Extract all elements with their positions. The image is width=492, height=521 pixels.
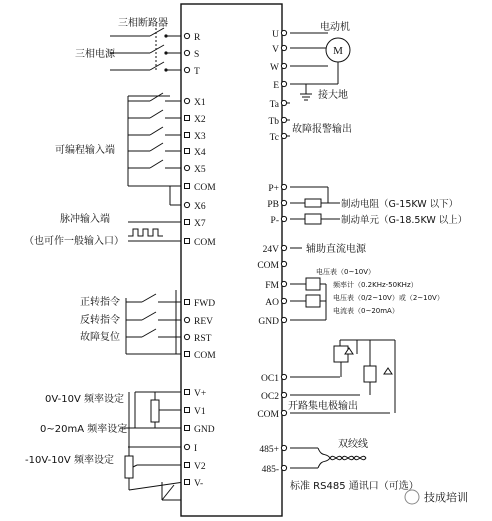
input-switch xyxy=(150,110,163,118)
terminal-label-pp: P+ xyxy=(268,184,279,194)
terminal-v2 xyxy=(185,463,190,468)
earth-label: 接大地 xyxy=(318,90,348,101)
terminal-x1 xyxy=(184,98,189,103)
terminal-label-tb: Tb xyxy=(268,117,279,127)
breaker-contact xyxy=(150,62,164,70)
input-switch xyxy=(150,93,163,101)
terminal-r485m xyxy=(281,465,286,470)
terminal-u xyxy=(281,30,286,35)
terminal-com2 xyxy=(185,239,190,244)
frequency-meter xyxy=(306,278,320,290)
cmd-switch xyxy=(142,312,156,320)
terminal-x7 xyxy=(185,220,190,225)
brake-unit xyxy=(305,214,321,224)
watermark-icon xyxy=(405,490,419,504)
terminal-label-fm: FM xyxy=(265,281,279,291)
breaker-contact xyxy=(150,45,164,53)
input-switch xyxy=(150,127,163,135)
terminal-e xyxy=(281,81,286,86)
terminal-label-x7: X7 xyxy=(194,219,206,229)
twisted-pair xyxy=(318,456,366,468)
potentiometer-1 xyxy=(151,400,159,422)
terminal-label-r485m: 485- xyxy=(261,465,279,475)
terminal-x2 xyxy=(185,116,190,121)
terminal-ao xyxy=(281,298,286,303)
terminal-label-fwd: FWD xyxy=(194,299,216,309)
terminal-fwd xyxy=(185,300,190,305)
meter-f-label: 频率计（0.2KHz-50KHz） xyxy=(333,281,418,289)
terminal-label-rev: REV xyxy=(194,317,213,327)
cmd-switch xyxy=(142,294,156,302)
terminal-x5 xyxy=(184,165,189,170)
wire xyxy=(162,485,174,500)
terminal-label-r485p: 485+ xyxy=(259,445,279,455)
brake-resistor-label: 制动电阻（G-15KW 以下） xyxy=(341,199,459,210)
watermark-label: 技成培训 xyxy=(424,491,468,504)
terminal-label-vp: V+ xyxy=(194,389,207,399)
terminal-com1 xyxy=(185,184,190,189)
terminal-vm xyxy=(185,480,190,485)
terminal-v24 xyxy=(281,245,286,250)
terminal-comr xyxy=(281,261,286,266)
terminal-label-pm: P- xyxy=(270,216,279,226)
terminal-vp xyxy=(185,390,190,395)
inverter-body xyxy=(181,4,282,516)
input-switch xyxy=(150,160,163,168)
terminal-label-r: R xyxy=(194,33,201,43)
potentiometer-2 xyxy=(125,456,133,478)
pulse-input-note: （也可作一般输入口） xyxy=(24,236,124,247)
terminal-w xyxy=(281,63,286,68)
terminal-label-oc2: OC2 xyxy=(261,392,279,402)
terminal-label-rst: RST xyxy=(194,334,212,344)
terminal-x4 xyxy=(185,149,190,154)
input-switch xyxy=(150,143,163,151)
brake-resistor xyxy=(305,199,321,207)
motor-letter: M xyxy=(333,45,343,57)
terminal-ta xyxy=(281,100,286,105)
rst-cmd-label: 故障复位 xyxy=(80,332,120,343)
terminal-gnd xyxy=(185,426,190,431)
terminal-label-com3: COM xyxy=(194,351,216,361)
terminal-label-comr: COM xyxy=(257,261,279,271)
terminal-comoc xyxy=(281,410,286,415)
terminal-label-ta: Ta xyxy=(269,100,279,110)
terminal-label-v1: V1 xyxy=(194,407,206,417)
breaker-pivot xyxy=(164,68,167,71)
terminal-label-s: S xyxy=(194,50,200,60)
terminal-label-e: E xyxy=(273,81,279,91)
terminal-label-gnd: GND xyxy=(194,425,215,435)
terminal-s xyxy=(184,50,189,55)
terminal-label-vm: V- xyxy=(194,479,204,489)
terminal-pb xyxy=(281,200,286,205)
meter-i-label: 电流表（0~20mA） xyxy=(333,307,399,315)
twisted-pair-label: 双绞线 xyxy=(338,439,368,450)
rs485-label: 标准 RS485 通讯口（可选） xyxy=(290,481,419,492)
terminal-t xyxy=(184,67,189,72)
terminal-label-w: W xyxy=(270,63,279,73)
terminal-label-tc: Tc xyxy=(269,133,279,143)
terminal-label-com1: COM xyxy=(194,183,216,193)
pulse-waveform xyxy=(128,229,163,236)
terminal-fm xyxy=(281,281,286,286)
terminal-label-v: V xyxy=(272,45,279,55)
terminal-label-comoc: COM xyxy=(257,410,279,420)
terminal-r xyxy=(184,33,189,38)
terminal-label-x5: X5 xyxy=(194,165,206,175)
terminal-label-x3: X3 xyxy=(194,132,206,142)
cmd-switch xyxy=(142,329,156,337)
terminal-com3 xyxy=(185,352,190,357)
aux-dc-label: 辅助直流电源 xyxy=(306,244,366,255)
meter-v2-label: 电压表（0/2~10V）或（2~10V） xyxy=(333,294,444,302)
breaker-pivot xyxy=(164,51,167,54)
oc-output-label: 开路集电极输出 xyxy=(288,401,358,412)
terminal-label-ao: AO xyxy=(265,298,279,308)
terminal-pp xyxy=(281,184,286,189)
rev-cmd-label: 反转指令 xyxy=(80,315,120,326)
terminal-i xyxy=(184,444,189,449)
relay-coil-2 xyxy=(364,366,376,382)
fwd-cmd-label: 正转指令 xyxy=(80,297,120,308)
breaker-label: 三相断路器 xyxy=(118,18,168,29)
terminal-r485p xyxy=(281,445,286,450)
terminal-tc xyxy=(281,133,286,138)
terminal-label-x1: X1 xyxy=(194,98,206,108)
terminal-v xyxy=(281,45,286,50)
terminal-label-v24: 24V xyxy=(262,245,279,255)
terminal-label-x2: X2 xyxy=(194,115,206,125)
breaker-pivot xyxy=(164,34,167,37)
voltage-meter xyxy=(306,295,320,307)
terminal-label-com2: COM xyxy=(194,238,216,248)
diode-2 xyxy=(384,368,392,374)
terminal-gndr xyxy=(281,317,286,322)
meter-v-label: 电压表（0~10V） xyxy=(316,268,376,276)
set-v-label: 0V-10V 频率设定 xyxy=(45,394,124,405)
terminal-label-v2: V2 xyxy=(194,462,206,472)
terminal-v1 xyxy=(185,408,190,413)
wire xyxy=(133,465,137,467)
pulse-input-label: 脉冲输入端 xyxy=(60,214,110,225)
terminal-label-t: T xyxy=(194,67,200,77)
set-i-label: 0~20mA 频率设定 xyxy=(40,424,128,435)
terminal-label-pb: PB xyxy=(267,200,279,210)
breaker-contact xyxy=(150,28,164,36)
terminal-label-i: I xyxy=(194,444,198,454)
terminal-label-u: U xyxy=(272,30,279,40)
terminal-label-x4: X4 xyxy=(194,148,206,158)
terminal-x6 xyxy=(184,202,189,207)
terminal-oc2 xyxy=(281,392,286,397)
set-pm-label: -10V-10V 频率设定 xyxy=(25,455,114,466)
terminal-label-oc1: OC1 xyxy=(261,374,279,384)
terminal-label-x6: X6 xyxy=(194,202,206,212)
programmable-input-label: 可编程输入端 xyxy=(55,145,115,156)
fault-output-label: 故障报警输出 xyxy=(292,124,352,135)
terminal-label-gndr: GND xyxy=(258,317,279,327)
terminal-rev xyxy=(184,317,189,322)
terminal-rst xyxy=(184,334,189,339)
terminal-x3 xyxy=(185,133,190,138)
brake-unit-label: 制动单元（G-18.5KW 以上） xyxy=(341,215,468,226)
terminal-oc1 xyxy=(281,374,286,379)
terminal-pm xyxy=(281,216,286,221)
power-label: 三相电源 xyxy=(75,49,115,60)
wire xyxy=(129,482,184,490)
motor-label: 电动机 xyxy=(320,22,350,33)
terminal-tb xyxy=(281,117,286,122)
